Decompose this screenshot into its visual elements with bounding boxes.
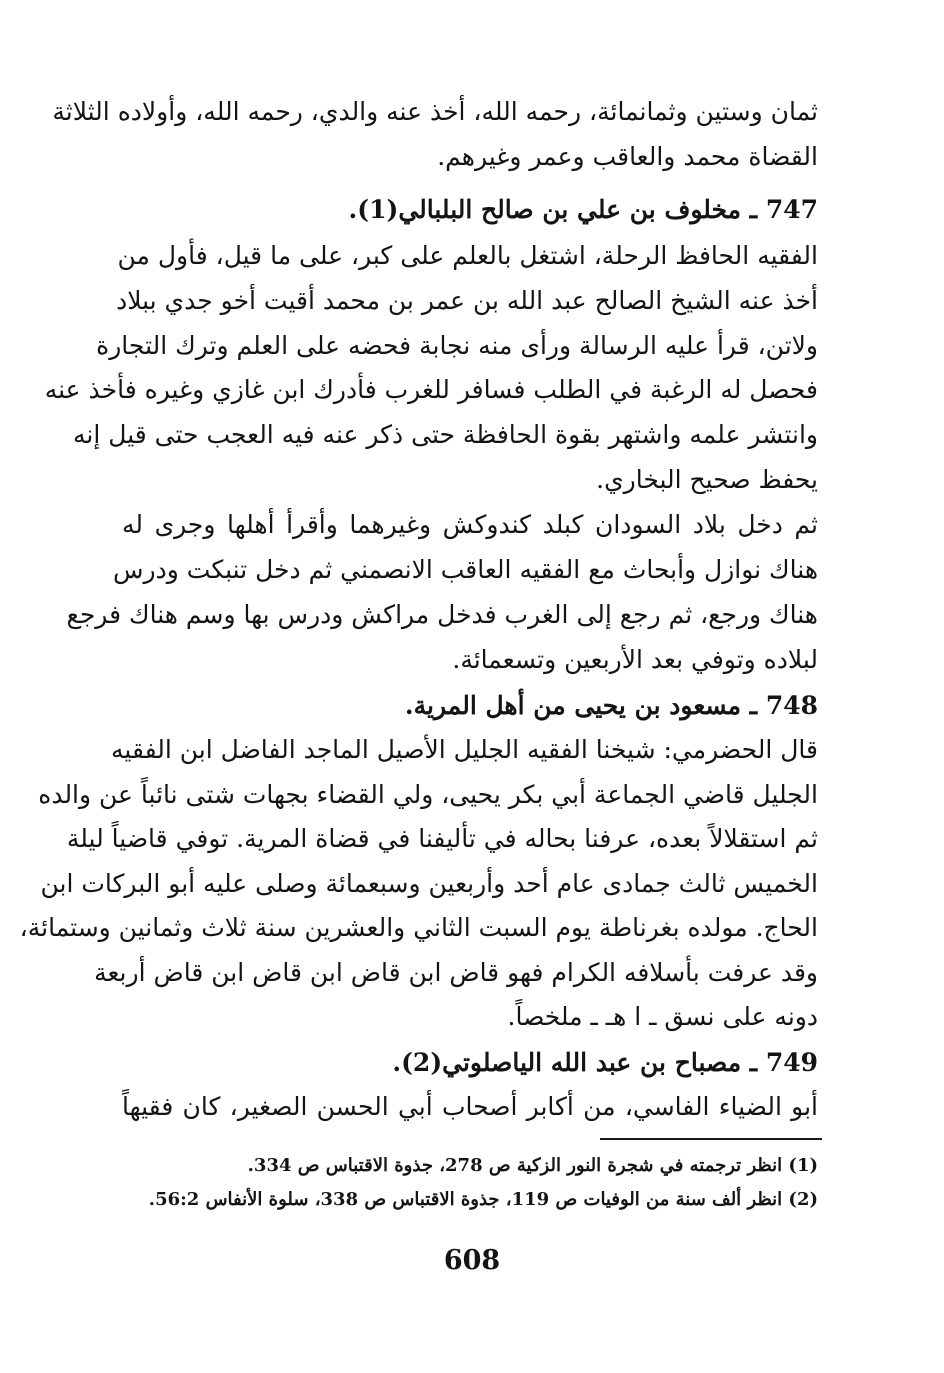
text-line: قال الحضرمي: شيخنا الفقيه الجليل الأصيل الماجد الفاضل ابن الفقيه — [111, 735, 818, 764]
text-line: الحاج. مولده بغرناطة يوم السبت الثاني والعشرين سنة ثلاث وثمانين وستمائة، — [19, 913, 818, 942]
text-line: أبو الضياء الفاسي، من أكابر أصحاب أبي الحسن الصغير، كان فقيهاً — [122, 1092, 818, 1121]
footnote-2: (2) انظر ألف سنة من الوفيات ص 119، جذوة الاقتباس ص 338، سلوة الأنفاس 56:2. — [148, 1189, 818, 1210]
text-line: الخميس ثالث جمادى عام أحد وأربعين وسبعمائة وصلى عليه أبو البركات ابن — [40, 869, 818, 898]
footnote-1: (1) انظر ترجمته في شجرة النور الزكية ص 278، جذوة الاقتباس ص 334. — [247, 1155, 818, 1176]
text-line: لبلاده وتوفي بعد الأربعين وتسعمائة. — [452, 645, 818, 674]
text-line: أخذ عنه الشيخ الصالح عبد الله بن عمر بن محمد أقيت أخو جدي ببلاد — [116, 286, 818, 315]
entry-heading-747: 747 ـ مخلوف بن علي بن صالح البلبالي(1). — [348, 195, 818, 224]
entry-heading-748: 748 ـ مسعود بن يحيى من أهل المرية. — [404, 691, 818, 720]
text-line: يحفظ صحيح البخاري. — [596, 465, 818, 494]
text-line: ثمان وستين وثمانمائة، رحمه الله، أخذ عنه والدي، رحمه الله، وأولاده الثلاثة — [52, 97, 818, 126]
text-line: وقد عرفت بأسلافه الكرام فهو قاض ابن قاض ابن قاض ابن قاض أربعة — [94, 958, 818, 987]
footnote-divider — [600, 1138, 822, 1140]
text-line: القضاة محمد والعاقب وعمر وغيرهم. — [437, 142, 818, 171]
text-line: وانتشر علمه واشتهر بقوة الحافظة حتى ذكر عنه فيه العجب حتى قيل إنه — [73, 420, 818, 449]
page-number: 608 — [443, 1245, 501, 1276]
text-line: فحصل له الرغبة في الطلب فسافر للغرب فأدرك ابن غازي وغيره فأخذ عنه — [44, 375, 818, 404]
text-line: الفقيه الحافظ الرحلة، اشتغل بالعلم على كبر، على ما قيل، فأول من — [117, 241, 818, 270]
entry-heading-749: 749 ـ مصباح بن عبد الله الياصلوتي(2). — [392, 1048, 818, 1077]
text-line: هناك نوازل وأبحاث مع الفقيه العاقب الانصمني ثم دخل تنبكت ودرس — [113, 555, 818, 584]
text-line: الجليل قاضي الجماعة أبي بكر يحيى، ولي القضاء بجهات شتى نائباً عن والده — [38, 780, 818, 809]
text-line: ثم استقلالاً بعده، عرفنا بحاله في تأليفنا في قضاة المرية. توفي قاضياً ليلة — [66, 824, 818, 853]
text-line: هناك ورجع، ثم رجع إلى الغرب فدخل مراكش ودرس بها وسم هناك فرجع — [66, 600, 818, 629]
text-line: ولاتن، قرأ عليه الرسالة ورأى منه نجابة فحضه على العلم وترك التجارة — [96, 331, 818, 360]
text-line: دونه على نسق ـ ا هـ ـ ملخصاً. — [507, 1002, 818, 1031]
text-line: ثم دخل بلاد السودان كبلد كندوكش وغيرهما وأقرأ أهلها وجرى له — [122, 510, 818, 539]
